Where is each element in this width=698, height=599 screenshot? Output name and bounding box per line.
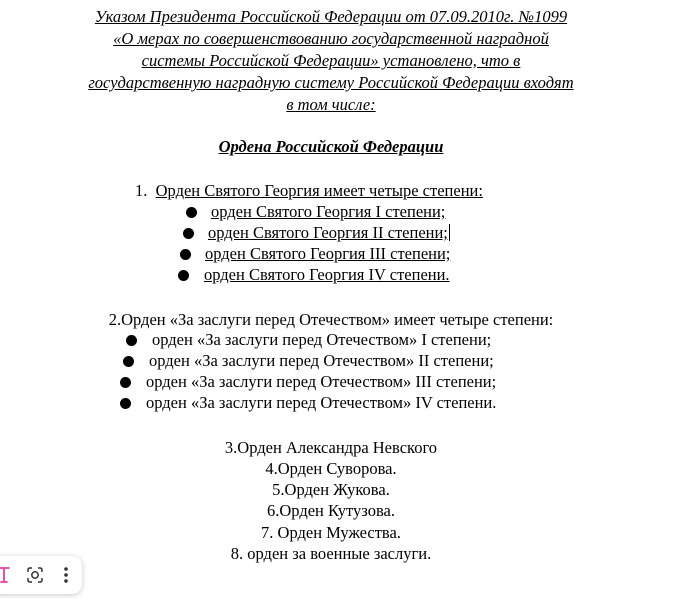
order1-item: орден Святого Георгия II степени; — [208, 223, 448, 242]
other-order-line: 8. орден за военные заслуги. — [230, 544, 432, 563]
order2-item: орден «За заслуги перед Отечеством» III степени; — [146, 372, 497, 391]
intro-line: в том числе: — [286, 95, 376, 114]
more-vertical-icon[interactable] — [56, 565, 76, 585]
bullet-icon — [178, 270, 189, 281]
bullet-icon — [186, 207, 197, 218]
other-order-line: 5.Орден Жукова. — [272, 480, 390, 499]
order1-number: 1. — [135, 181, 148, 200]
order1-heading — [135, 180, 483, 201]
bullet-icon — [180, 249, 191, 260]
lens-icon[interactable] — [25, 565, 45, 585]
section-title: Ордена Российской Федерации — [218, 137, 444, 156]
order1-item: орден Святого Георгия I степени; — [211, 202, 446, 221]
order2-item: орден «За заслуги перед Отечеством» II степени; — [149, 351, 494, 370]
other-order-line: 7. Орден Мужества. — [261, 523, 401, 542]
text-select-icon[interactable] — [0, 565, 14, 585]
bullet-icon — [120, 377, 131, 388]
order2-item: орден «За заслуги перед Отечеством» I степени; — [152, 330, 492, 349]
order2-heading: 2.Орден «За заслуги перед Отечеством» имеет четыре степени: — [108, 310, 554, 329]
bullet-icon — [126, 335, 137, 346]
other-order-line: 3.Орден Александра Невского — [224, 438, 438, 457]
intro-line: государственную наградную систему Российской Федерации входят — [88, 73, 574, 92]
intro-line: Указом Президента Российской Федерации от 07.09.2010г. №1099 — [94, 7, 568, 26]
order1-heading-text: Орден Святого Георгия имеет четыре степени: — [155, 181, 483, 200]
order1-item: орден Святого Георгия IV степени. — [204, 265, 450, 284]
other-order-line: 6.Орден Кутузова. — [267, 501, 395, 520]
order2-item: орден «За заслуги перед Отечеством» IV степени. — [146, 393, 497, 412]
intro-line: системы Российской Федерации» установлено, что в — [141, 51, 521, 70]
order1-item-with-cursor — [208, 222, 450, 243]
order1-item: орден Святого Георгия III степени; — [205, 244, 451, 263]
bullet-icon — [123, 356, 134, 367]
intro-line: «О мерах по совершенствованию государственной наградной — [113, 29, 549, 48]
bullet-icon — [120, 398, 131, 409]
text-cursor — [449, 224, 450, 241]
other-order-line: 4.Орден Суворова. — [265, 459, 397, 478]
bullet-icon — [183, 228, 194, 239]
floating-toolbar — [0, 556, 82, 594]
